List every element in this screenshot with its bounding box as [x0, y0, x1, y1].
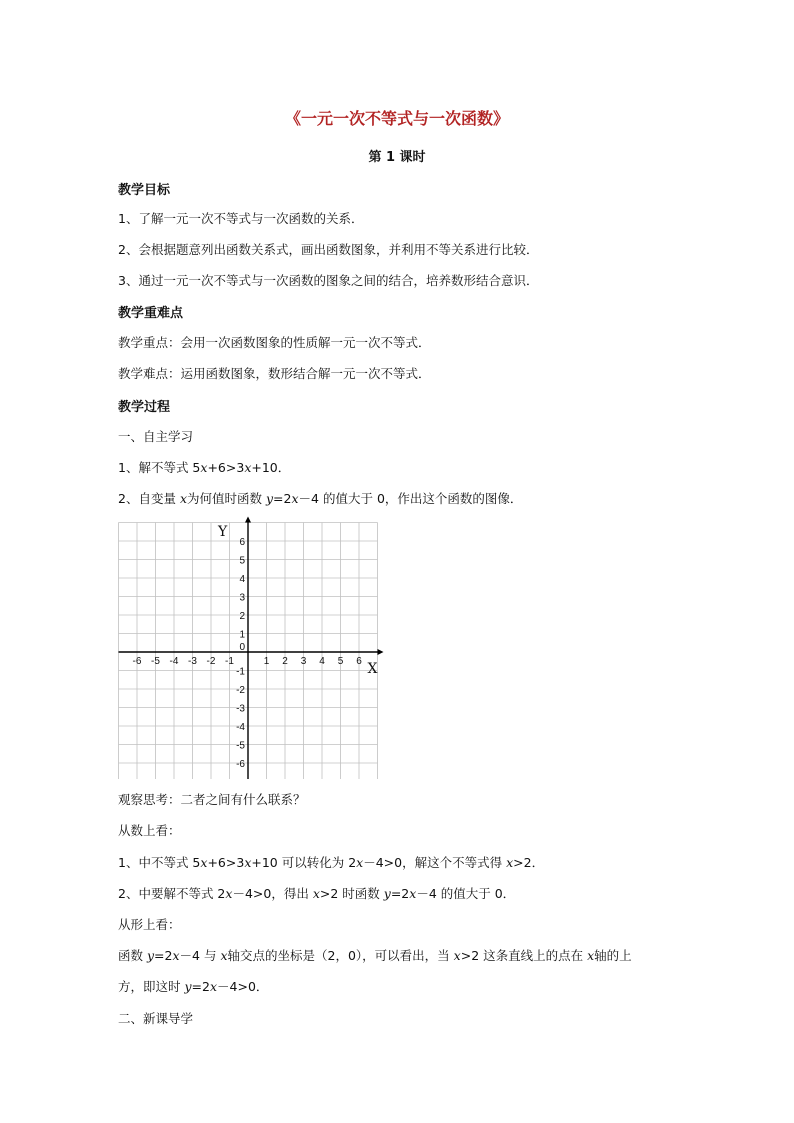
x-tick-label: -6	[132, 656, 142, 667]
process-heading: 教学过程	[118, 400, 171, 415]
y-axis-arrow	[245, 517, 251, 523]
x-axis-arrow	[378, 649, 384, 655]
part1-heading: 一、自主学习	[118, 429, 194, 444]
x-tick-label: -5	[151, 656, 160, 667]
x-tick-label: 5	[337, 656, 344, 667]
key-point: 教学重点：会用一次函数图象的性质解一元一次不等式．	[118, 335, 431, 350]
y-tick-label: 2	[239, 611, 245, 622]
y-tick-label: -4	[236, 722, 245, 733]
x-tick-label: -3	[188, 656, 197, 667]
y-tick-label: -3	[236, 703, 245, 715]
y-tick-label: -6	[236, 759, 245, 770]
x-tick-label: -4	[169, 656, 179, 667]
shape-view-1: 函数 y=2x－4 与 x轴交点的坐标是（2，0），可以看出，当 x>2 这条直线上的点在 x轴的上	[118, 948, 632, 963]
page-title: 《一元一次不等式与一次函数》	[284, 109, 509, 128]
shape-view-2: 方，即这时 y=2x－4>0．	[118, 979, 269, 994]
x-tick-label: -2	[206, 656, 216, 667]
objective-3: 3、通过一元一次不等式与一次函数的图象之间的结合，培养数形结合意识．	[118, 273, 539, 288]
x-tick-label: 3	[300, 656, 307, 667]
y-tick-label: -2	[236, 685, 245, 696]
observe-question: 观察思考：二者之间有什么联系？	[118, 792, 306, 807]
y-tick-label: -5	[236, 740, 245, 752]
y-tick-label: 3	[239, 592, 245, 604]
from-number-heading: 从数上看：	[118, 823, 181, 838]
difficult-point: 教学难点：运用函数图象，数形结合解一元一次不等式．	[118, 366, 431, 381]
part2-heading: 二、新课导学	[118, 1011, 194, 1026]
number-view-1: 1、中不等式 5x+6>3x+10 可以转化为 2x－4>0，解这个不等式得 x>2．	[118, 855, 545, 870]
lesson-subtitle: 第 1 课时	[368, 150, 426, 165]
y-tick-label: 4	[239, 574, 245, 585]
y-tick-label: 0	[239, 642, 245, 653]
x-axis-label: X	[367, 661, 378, 677]
y-tick-label: -1	[236, 666, 245, 678]
question-1: 1、解不等式 5x+6>3x+10．	[118, 460, 291, 475]
question-2: 2、自变量 x为何值时函数 y=2x－4 的值大于 0，作出这个函数的图像．	[118, 491, 523, 506]
objective-1: 1、了解一元一次不等式与一次函数的关系．	[118, 211, 364, 226]
key-heading: 教学重难点	[118, 306, 184, 321]
y-tick-label: 1	[239, 629, 245, 641]
y-axis-label: Y	[218, 523, 228, 540]
x-tick-label: 1	[263, 656, 270, 667]
x-tick-label: 6	[356, 656, 362, 667]
objective-2: 2、会根据题意列出函数关系式，画出函数图象，并利用不等关系进行比较．	[118, 242, 539, 257]
y-tick-label: 5	[239, 555, 245, 567]
x-tick-label: 2	[282, 656, 288, 667]
from-shape-heading: 从形上看：	[118, 917, 181, 932]
objectives-heading: 教学目标	[118, 183, 171, 198]
number-view-2: 2、中要解不等式 2x－4>0，得出 x>2 时函数 y=2x－4 的值大于 0．	[118, 886, 516, 901]
y-tick-label: 6	[239, 537, 245, 548]
x-tick-label: 4	[319, 656, 325, 667]
x-tick-label: -1	[225, 656, 234, 667]
coordinate-grid	[118, 513, 384, 779]
